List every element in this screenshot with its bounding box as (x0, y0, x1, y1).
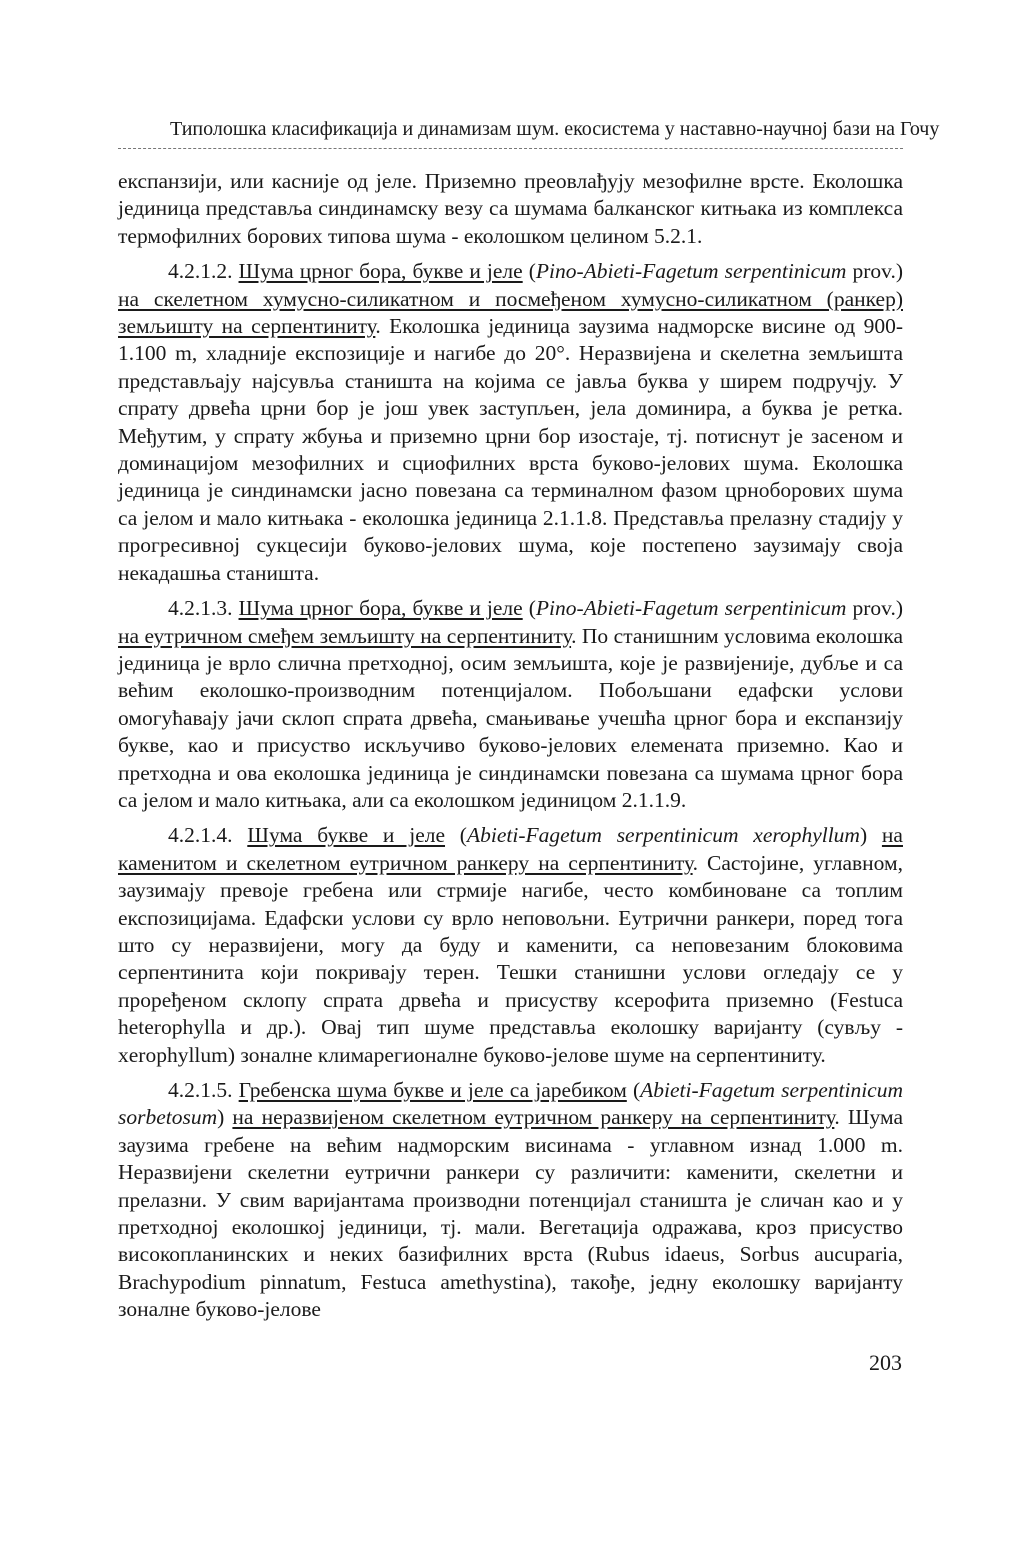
section-body: Шума заузима гребене на већим надморским висинама - углавном изнад 1.000 m. Неразвијени скелетни еутрични ранкери су различити: каменити, скелетни и прелазни. У свим варијантама производни потенцијал станишта је сличан као и у претходној еколошкој јединици, тј. мали. Вегетација одражава, кроз присуство високопланинских и неких базифилних врста (Rubus idaeus, Sorbus aucuparia, Brachypodium pinnatum, Festuca amethystina), такође, једну еколошку варијанту зоналне буково-јелове (118, 1105, 904, 1322)
section-number: 4.2.1.3. (168, 596, 233, 621)
section-title: Шума црног бора, букве и јеле (238, 259, 523, 284)
section-number: 4.2.1.5. (168, 1078, 233, 1102)
latin-name: Pino-Abieti-Fagetum serpentinicum (535, 259, 847, 284)
section-4-2-1-4: 4.2.1.4. Шума букве и јеле (Abieti-Fagetum serpentinicum xerophyllum) на каменитом и скелетном еутричном ранкеру на серпентиниту. Састојине, углавном, заузимају превоје гребена или стрмије нагибе, често комбиноване са топлим експозицијама. Едафски услови су врло неповољни. Еутрични ранкери, поред тога што су неразвијени, могу да буду и каменити, са неповезаним блоковима серпентинита који покривају терен. Тешки станишни услови огледају се у проређеном склопу спрата дрвећа и присуству ксерофита приземно (Festuca heterophylla и др.). Овај тип шуме представља еколошку варијанту (сувљу - xerophyllum) зоналне климарегионалне буково-јелове шуме на серпентиниту. (118, 823, 904, 1067)
header-rule (118, 148, 903, 149)
latin-suffix: prov. (852, 596, 896, 621)
section-number: 4.2.1.2. (168, 259, 233, 284)
section-4-2-1-5: 4.2.1.5. Гребенска шума букве и јеле са јаребиком (Abieti-Fagetum serpentinicum sorbetosum) на неразвијеном скелетном еутричном ранкеру на серпентиниту. Шума заузима гребене на већим надморским висинама - углавном изнад 1.000 m. Неразвијени скелетни еутрични ранкери су различити: каменити, скелетни и прелазни. У свим варијантама производни потенцијал станишта је сличан као и у претходној еколошкој јединици, тј. мали. Вегетација одражава, кроз присуство високопланинских и неких базифилних врста (Rubus idaeus, Sorbus aucuparia, Brachypodium pinnatum, Festuca amethystina), такође, једну еколошку варијанту зоналне буково-јелове (118, 1078, 904, 1322)
latin-name: Pino-Abieti-Fagetum serpentinicum (535, 596, 847, 621)
section-number: 4.2.1.4. (168, 823, 233, 848)
soil-description: на еутричном смеђем земљишту на серпентиниту (118, 623, 572, 648)
latin-name: Abieti-Fagetum serpentinicum xerophyllum (466, 823, 860, 848)
latin-suffix: prov. (852, 259, 896, 284)
running-header: Типолошка класификација и динамизам шум. екосистема у наставно-научној бази на Гочу (170, 118, 940, 140)
section-body: По станишним условима еколошка јединица је врло слична претходној, осим земљишта, које је развијеније, дубље и са већим еколошко-производним потенцијалом. Побољшани едафски услови омогућавају јачи склоп спрата дрвећа, смањивање учешћа црног бора и експанзију букве, као и присуство искључиво буково-јелових елемената приземно. Као и претходна и ова еколошка јединица је синдинамски повезана са шумама црног бора са јелом и мало китњака, али са еколошком јединицом 2.1.1.9. (118, 623, 903, 812)
page-body (118, 168, 903, 1332)
paragraph-continuation (118, 168, 903, 250)
soil-description: на каменитом и скелетном еутричном ранкеру на серпентиниту (118, 823, 903, 875)
page-number: 203 (869, 1350, 902, 1375)
soil-description: на скелетном хумусно-силикатном и посмеђеном хумусно-силикатном (ранкер) земљишту на серпентиниту (118, 286, 903, 339)
section-4-2-1-2: 4.2.1.2. Шума црног бора, букве и јеле (Pino-Abieti-Fagetum serpentinicum prov.) на скелетном хумусно-силикатном и посмеђеном хумусно-силикатном (ранкер) земљишту на серпентиниту. Еколошка јединица заузима надморске висине од 900-1.100 m, хладније експозиције и нагибе до 20°. Неразвијена и скелетна земљишта представљају најсувља станишта на којима се јавља буква у ширем подручју. У спрату дрвећа црни бор је још увек заступљен, јела доминира, а буква је ретка. Међутим, у спрату жбуња и приземно црни бор изостаје, тј. потиснут је засеном и доминацијом мезофилних и сциофилних врста буково-јелових шума. Еколошка јединица је синдинамски јасно повезана са терминалном фазом црноборових шума са јелом и мало китњака - еколошка јединица 2.1.1.8. Представља прелазну стадију у прогресивној сукцесији буково-јелових шума, које постепено заузимају своја некадашња станишта. (118, 259, 904, 585)
section-body: Еколошка јединица заузима надморске висине од 900-1.100 m, хладније експозиције и нагибе до 20°. Неразвијена и скелетна земљишта представљају најсувља станишта на којима се јавља буква у ширем подручју. У спрату дрвећа црни бор је још увек заступљен, јела доминира, а буква је ретка. Међутим, у спрату жбуња и приземно црни бор изостаје, тј. потиснут је засеном и доминацијом мезофилних и сциофилних врста буково-јелових шума. Еколошка јединица је синдинамски јасно повезана са терминалном фазом црноборових шума са јелом и мало китњака - еколошка јединица 2.1.1.8. Представља прелазну стадију у прогресивној сукцесији буково-јелових шума, које постепено заузимају своја некадашња станишта. (118, 314, 904, 585)
paragraph-text: експанзији, или касније од јеле. Приземно преовлађују мезофилне врсте. Еколошка јединица представља синдинамску везу са шумама балканског китњака из комплекса термофилних борових типова шума - еколошком целином 5.2.1. (118, 169, 903, 248)
section-title: Шума црног бора, букве и јеле (238, 596, 523, 621)
latin-name: Abieti-Fagetum serpentinicum sorbetosum (118, 1078, 903, 1130)
soil-description: на неразвијеном скелетном еутричном ранкеру на серпентиниту (232, 1105, 835, 1130)
section-4-2-1-3: 4.2.1.3. Шума црног бора, букве и јеле (Pino-Abieti-Fagetum serpentinicum prov.) на еутричном смеђем земљишту на серпентиниту. По станишним условима еколошка јединица је врло слична претходној, осим земљишта, које је развијеније, дубље и са већим еколошко-производним потенцијалом. Побољшани едафски услови омогућавају јачи склоп спрата дрвећа, смањивање учешћа црног бора и експанзију букве, као и присуство искључиво буково-јелових елемената приземно. Као и претходна и ова еколошка јединица је синдинамски повезана са шумама црног бора са јелом и мало китњака, али са еколошком јединицом 2.1.1.9. (118, 596, 903, 812)
section-body: Састојине, углавном, заузимају превоје гребена или стрмије нагибе, често комбиноване са топлим експозицијама. Едафски услови су врло неповољни. Еутрични ранкери, поред тога што су неразвијени, могу да буду и каменити, са неповезаним блоковима серпентинита који покривају терен. Тешки станишни услови огледају се у проређеном склопу спрата дрвећа и присуству ксерофита приземно (Festuca heterophylla и др.). Овај тип шуме представља еколошку варијанту (сувљу - xerophyllum) зоналне климарегионалне буково-јелове шуме на серпентиниту. (118, 850, 904, 1067)
section-title: Шума букве и јеле (247, 823, 446, 848)
section-title: Гребенска шума букве и јеле са јаребиком (238, 1078, 627, 1102)
